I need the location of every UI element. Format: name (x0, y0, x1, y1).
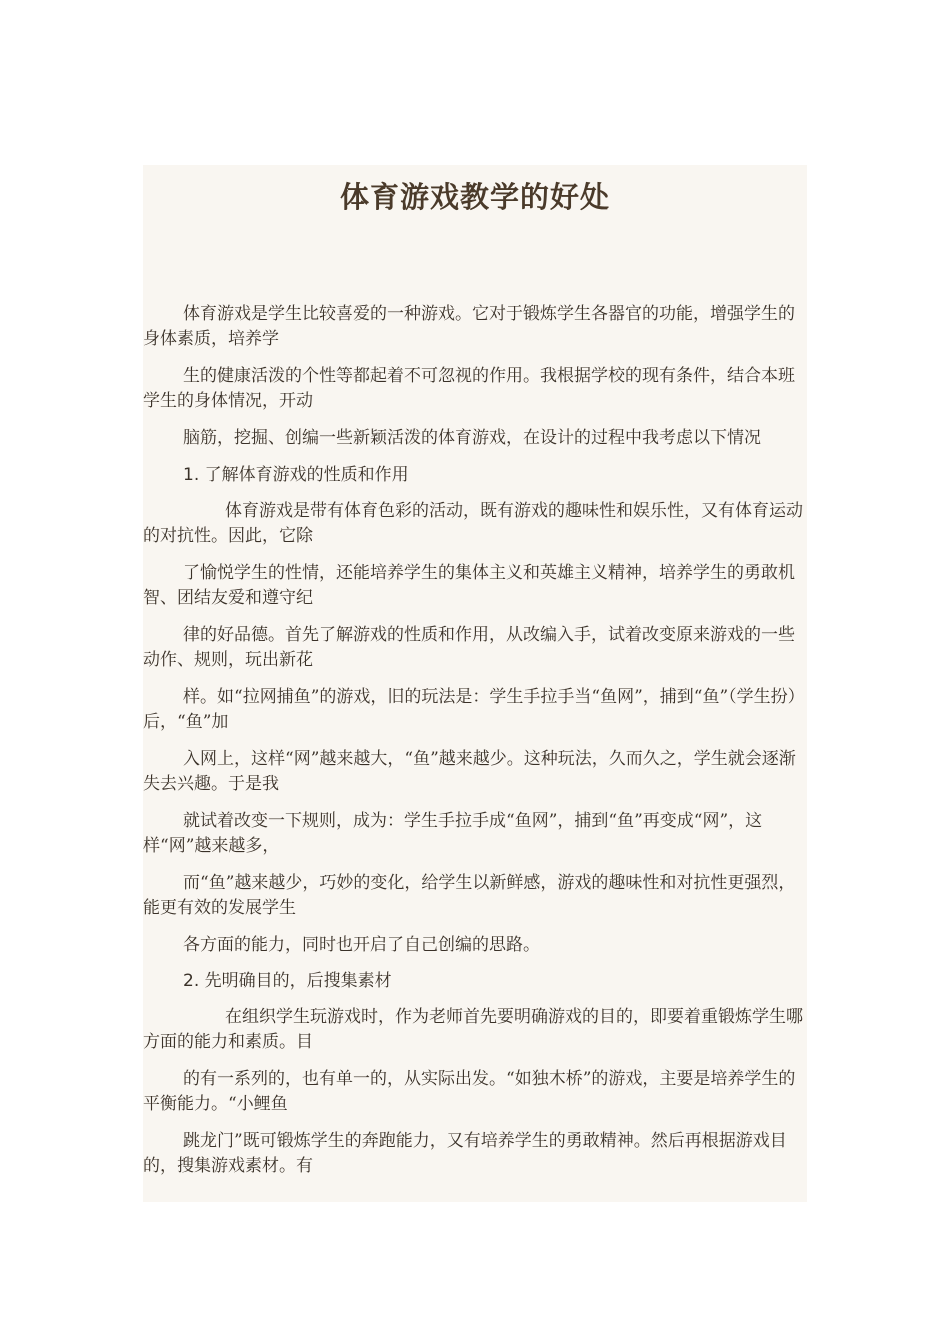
document-title: 体育游戏教学的好处 (339, 180, 610, 214)
paragraph: 的有一系列的，也有单一的，从实际出发。“如独木桥”的游戏，主要是培养学生的平衡能力。“小鲤鱼 (143, 1069, 796, 1114)
paragraph: 了愉悦学生的性情，还能培养学生的集体主义和英雄主义精神，培养学生的勇敢机智、团结友爱和遵守纪 (143, 563, 795, 608)
paragraph: 而“鱼”越来越少，巧妙的变化，给学生以新鲜感，游戏的趣味性和对抗性更强烈，能更有效的发展学生 (143, 873, 796, 918)
document-page (143, 165, 807, 1202)
paragraph: 律的好品德。首先了解游戏的性质和作用，从改编入手，试着改变原来游戏的一些动作、规则，玩出新花 (143, 625, 795, 670)
paragraph: 就试着改变一下规则，成为：学生手拉手成“鱼网”，捕到“鱼”再变成“网”，这样“网”越来越多， (143, 811, 763, 856)
paragraph: 入网上，这样“网”越来越大，“鱼”越来越少。这种玩法，久而久之，学生就会逐渐失去兴趣。于是我 (143, 749, 796, 794)
paragraph: 体育游戏是带有体育色彩的活动，既有游戏的趣味性和娱乐性，又有体育运动的对抗性。因此，它除 (143, 501, 803, 546)
paragraph: 各方面的能力，同时也开启了自己创编的思路。 (183, 935, 540, 955)
paragraph: 生的健康活泼的个性等都起着不可忽视的作用。我根据学校的现有条件，结合本班学生的身体情况，开动 (143, 366, 795, 411)
paragraph: 体育游戏是学生比较喜爱的一种游戏。它对于锻炼学生各器官的功能，增强学生的身体素质，培养学 (143, 304, 795, 349)
document-body (143, 302, 807, 1191)
paragraph: 脑筋，挖掘、创编一些新颖活泼的体育游戏，在设计的过程中我考虑以下情况 (183, 428, 761, 448)
section-heading: 2. 先明确目的，后搜集素材 (183, 971, 392, 991)
paragraph: 样。如“拉网捕鱼”的游戏，旧的玩法是：学生手拉手当“鱼网”，捕到“鱼”（学生扮）后，“鱼”加 (143, 687, 805, 732)
section-heading: 1. 了解体育游戏的性质和作用 (183, 465, 409, 485)
paragraph: 跳龙门”既可锻炼学生的奔跑能力，又有培养学生的勇敢精神。然后再根据游戏目的，搜集游戏素材。有 (143, 1131, 787, 1176)
paragraph: 在组织学生玩游戏时，作为老师首先要明确游戏的目的，即要着重锻炼学生哪方面的能力和素质。目 (143, 1007, 803, 1052)
